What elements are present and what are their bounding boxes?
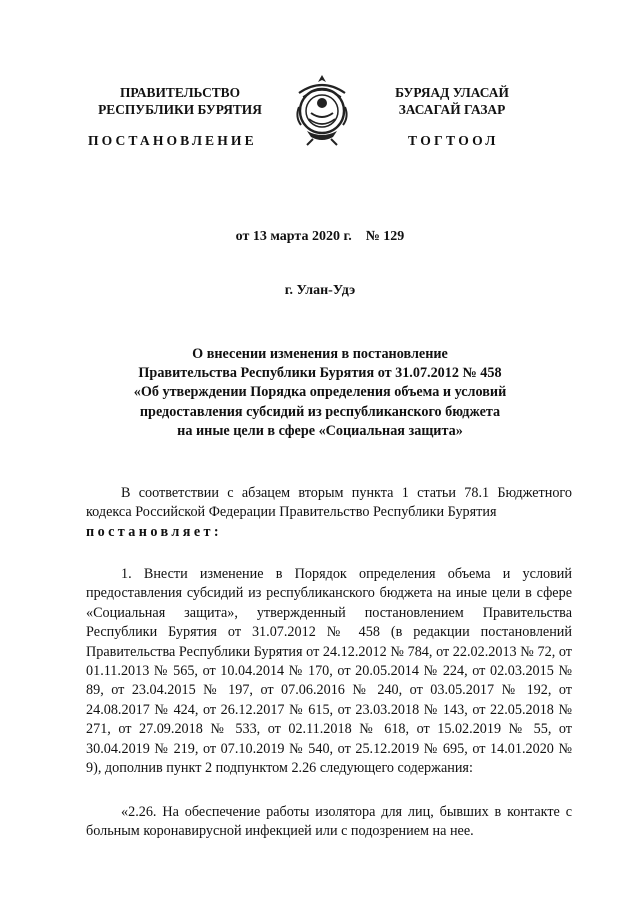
decree-date-number: от 13 марта 2020 г. № 129 xyxy=(235,229,405,244)
subject-line: Правительства Республики Бурятия от 31.07.2012 № 458 xyxy=(138,365,502,382)
point-1-quote-paragraph: «2.26. На обеспечение работы изолятора для лиц, бывших в контакте с больным коронавирусной инфекцией или с подозрением на нее. xyxy=(86,804,572,840)
header-right xyxy=(372,84,532,118)
header-left-doc-type: ПОСТАНОВЛЕНИЕ xyxy=(88,133,257,148)
preamble-paragraph xyxy=(86,484,572,542)
header-right-line1: БУРЯАД УЛАСАЙ xyxy=(395,85,509,100)
header-right-doc-type: ТОГТООЛ xyxy=(408,133,499,148)
preamble-text xyxy=(86,484,572,542)
decree-subject xyxy=(100,345,540,441)
subject-line: на иные цели в сфере «Социальная защита» xyxy=(177,422,463,439)
subject-line: О внесении изменения в постановление xyxy=(192,346,448,362)
preamble-body: В соответствии с абзацем вторым пункта 1 статьи 78.1 Бюджетного кодекса Российской Федерации Правительство Республики Бурятия xyxy=(86,485,572,521)
decree-city: г. Улан-Удэ xyxy=(284,283,356,298)
subject-line: предоставления субсидий из республиканского бюджета xyxy=(139,403,501,420)
header-left-line2: РЕСПУБЛИКИ БУРЯТИЯ xyxy=(98,102,262,117)
resolves-word: постановляет: xyxy=(86,523,223,540)
point-1-paragraph: 1. Внести изменение в Порядок определения объема и условий предоставления субсидий из республиканского бюджета на иные цели в сфере «Социальная защита», утвержденный постановлением Правительства Республики Бурятия от 31.07.2012 № 458 (в редакции постановлений Правительства Республики Бурятия от 24.12.2012 № 784, от 22.02.2013 № 72, от 01.11.2013 № 565, от 10.04.2014 № 170, от 20.05.2014 № 224, от 02.03.2015 № 89, от 23.04.2015 № 197, от 07.06.2016 № 240, от 03.05.2017 № 192, от 24.08.2017 № 424, от 26.12.2017 № 615, от 23.03.2018 № 143, от 22.05.2018 № 271, от 27.09.2018 № 533, от 02.11.2018 № 618, от 15.02.2019 № 55, от 30.04.2019 № 219, от 07.10.2019 № 540, от 25.12.2019 № 695, от 14.01.2020 № 9), дополнив пункт 2 подпунктом 2.26 следующего содержания: xyxy=(86,566,572,777)
subject-line: «Об утверждении Порядка определения объема и условий xyxy=(133,384,507,401)
header-left xyxy=(80,84,280,118)
header-left-line1: ПРАВИТЕЛЬСТВО xyxy=(119,85,241,100)
coat-of-arms-icon xyxy=(293,73,351,147)
header-right-line2: ЗАСАГАЙ ГАЗАР xyxy=(398,102,506,117)
